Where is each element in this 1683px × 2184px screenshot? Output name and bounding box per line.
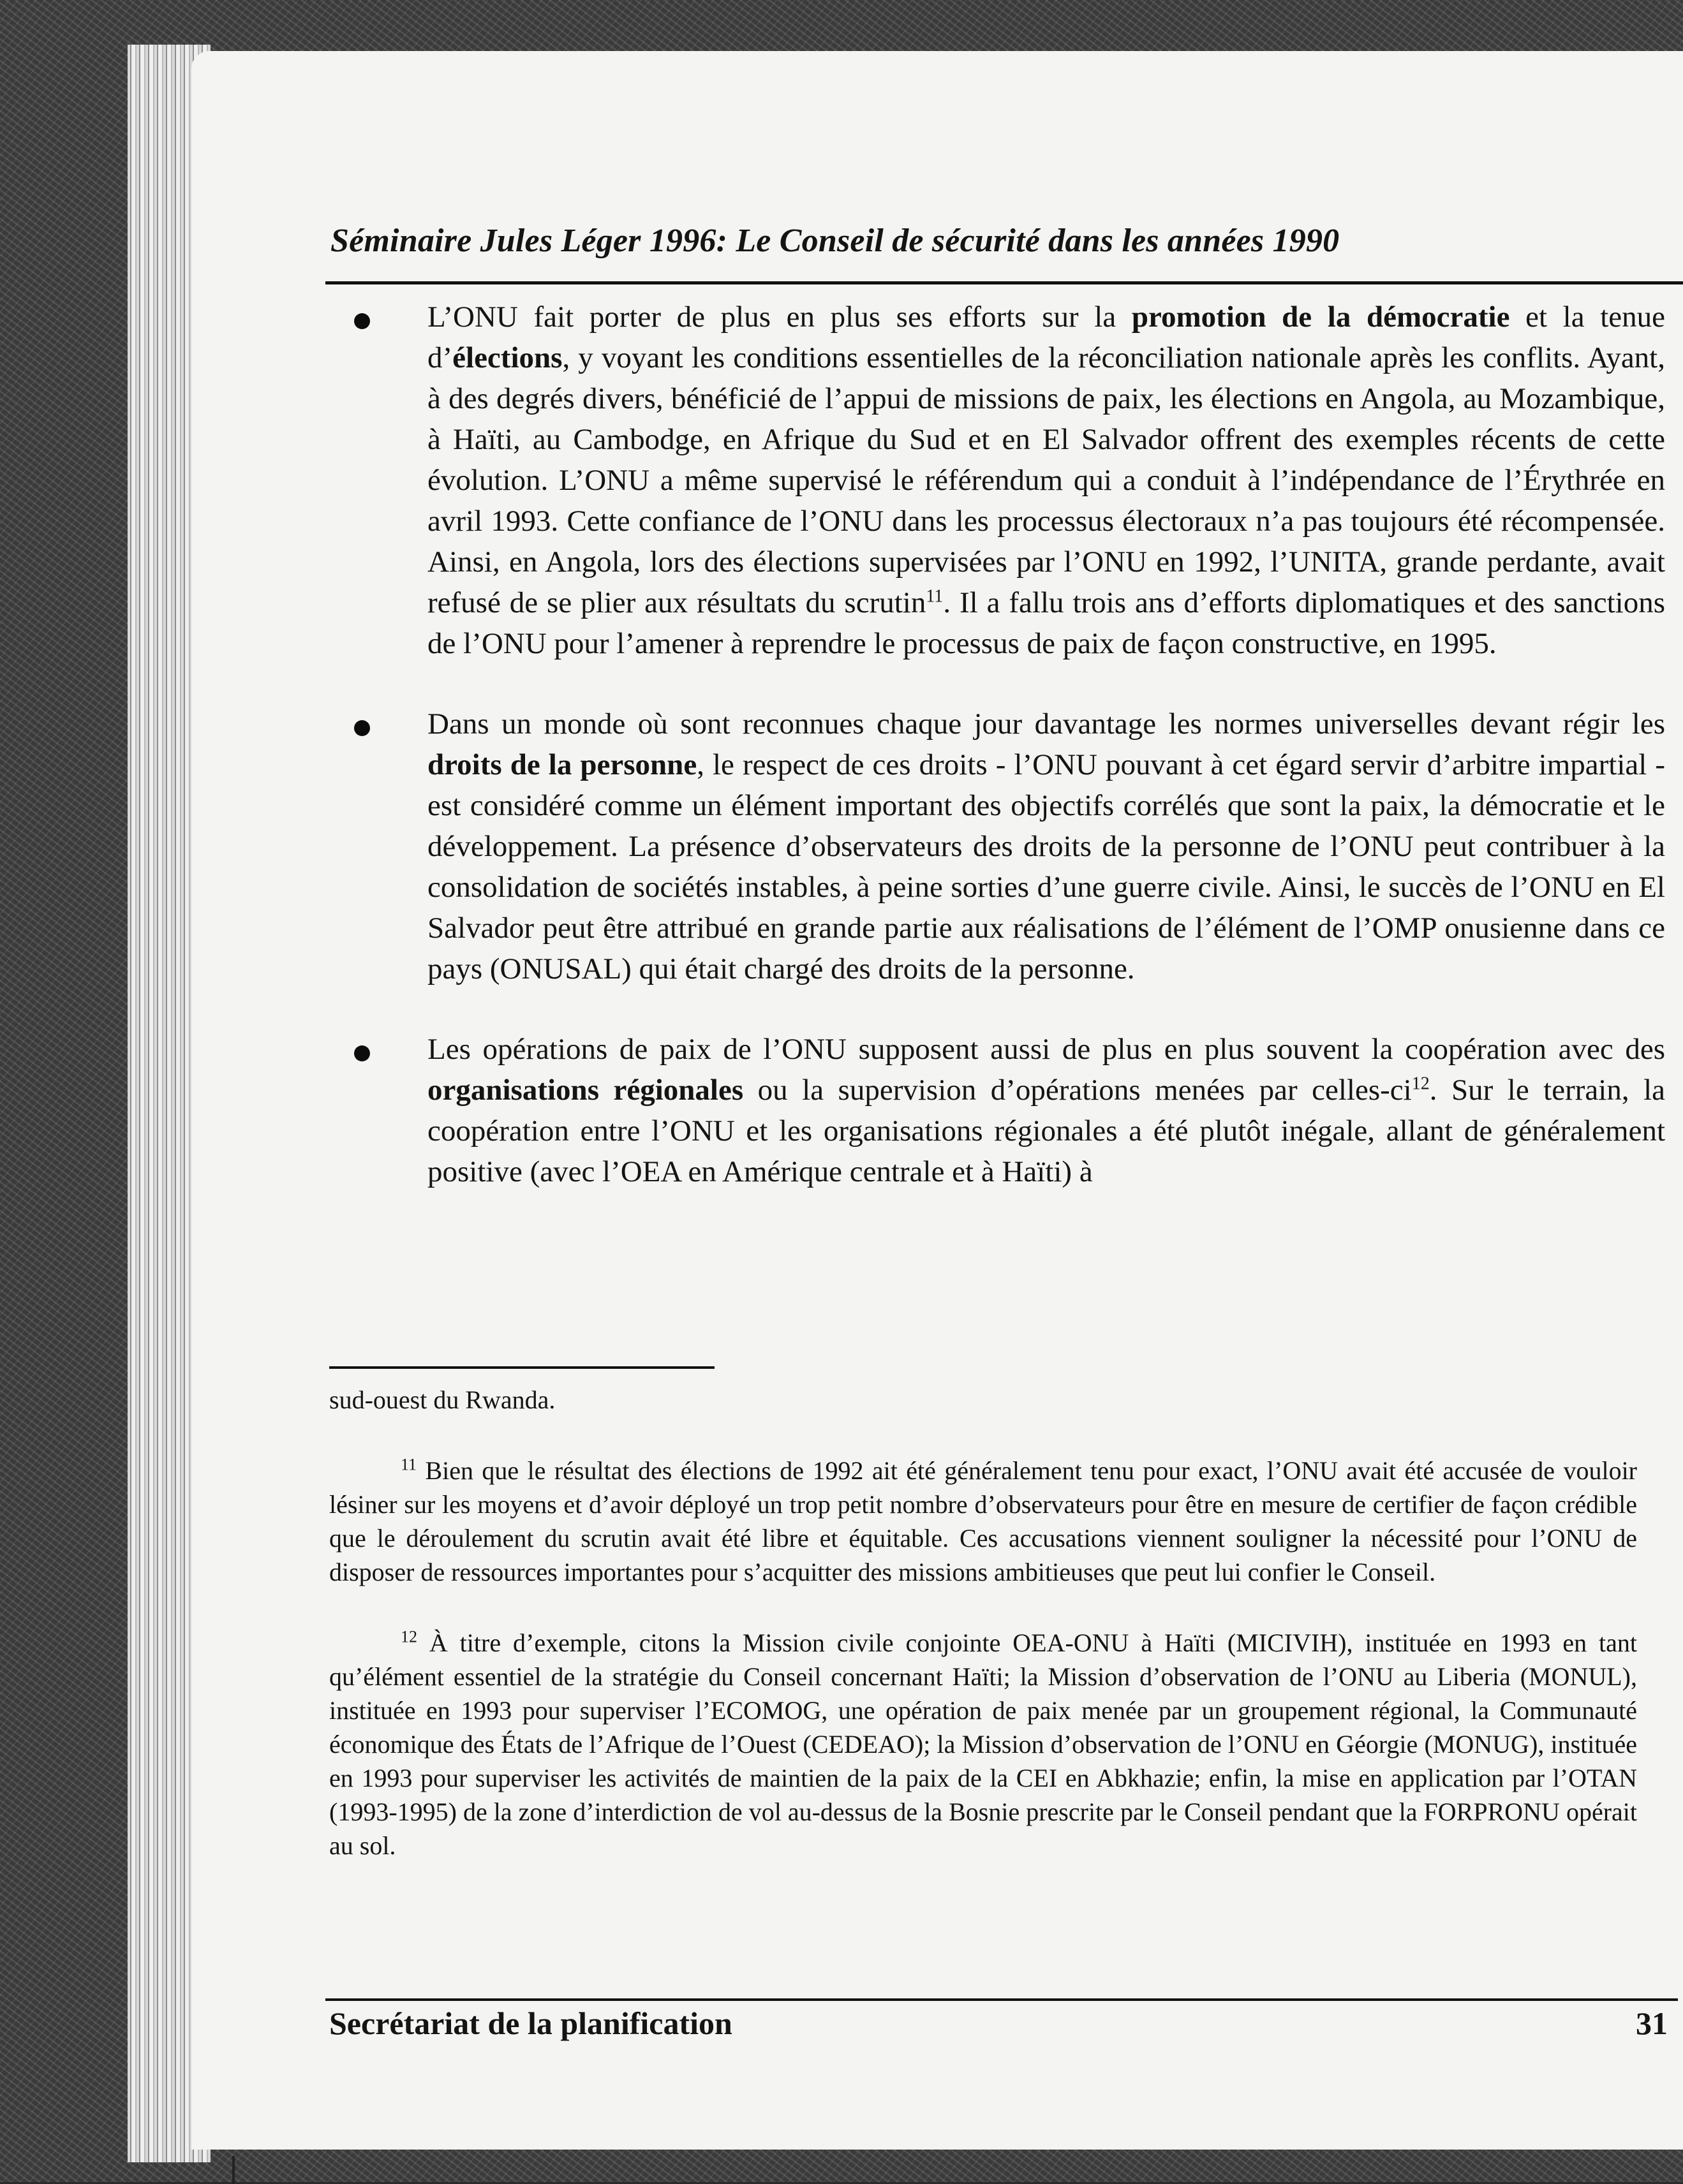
bullet-text (427, 297, 1665, 664)
footnote-text: À titre d’exemple, citons la Mission civile conjointe OEA-ONU à Haïti (MICIVIH), instituée en 1993 en tant qu’élément essentiel de la stratégie du Conseil concernant Haïti; la Mission d’observation de l’ONU au Liberia (MONUL), instituée en 1993 pour superviser l’ECOMOG, une opération de paix menée par un groupement régional, la Communauté économique des États de l’Afrique de l’Ouest (CEDEAO); la Mission d’observation de l’ONU en Géorgie (MONUG), instituée en 1993 pour superviser les activités de maintien de la paix de la CEI en Abkhazie; enfin, la mise en application par l’OTAN (1993-1995) de la zone d’interdiction de vol au-dessus de la Bosnie prescrite par le Conseil pendant que la FORPRONU opérait au sol. (329, 1628, 1637, 1860)
footnotes (329, 1383, 1637, 1900)
footer-title: Secrétariat de la planification (329, 2005, 732, 2041)
text-run: . Il a fallu trois ans d’efforts diplomatiques et des sanctions de l’ONU pour l’amener à reprendre le processus de paix de façon constructive, en 1995. (427, 586, 1665, 660)
text-run: L’ONU fait porter de plus en plus ses efforts sur la (427, 300, 1132, 334)
footnote-number: 12 (401, 1627, 417, 1646)
footnote-text: Bien que le résultat des élections de 1992 ait été généralement tenu pour exact, l’ONU avait été accusée de vouloir lésiner sur les moyens et d’avoir déployé un trop petit nombre d’observateurs pour être en mesure de certifier de façon crédible que le déroulement du scrutin avait été libre et équitable. Ces accusations viennent souligner la nécessité pour l’ONU de disposer de ressources importantes pour s’acquitter des missions ambitieuses que peut lui confier le Conseil. (329, 1456, 1637, 1586)
footnote-separator (329, 1366, 715, 1369)
bullet-dot-icon (354, 1045, 370, 1061)
bullet-dot-icon (354, 313, 370, 329)
bold-term: organisations régionales (427, 1074, 744, 1107)
bold-term: droits de la personne (427, 748, 697, 781)
text-run: ou la supervision d’opérations menées par celles-ci (743, 1074, 1412, 1107)
footer-rule (325, 1998, 1678, 2001)
footnote-continuation: sud-ouest du Rwanda. (329, 1385, 556, 1414)
text-run: et la tenue d’ (427, 300, 1666, 374)
scan-margin-mark (232, 2156, 235, 2184)
footnote-11 (329, 1454, 1637, 1589)
page-number: 31 (1636, 2005, 1668, 2041)
footnote-number: 11 (401, 1455, 417, 1474)
footnote-12 (329, 1626, 1637, 1863)
bullet-item-human-rights (427, 704, 1665, 989)
text-run: Les opérations de paix de l’ONU supposent aussi de plus en plus souvent la coopération avec des (427, 1033, 1665, 1066)
document-page (191, 51, 1683, 2150)
bullet-item-democracy (427, 297, 1665, 664)
footnote-ref-11: 11 (926, 586, 944, 607)
bullet-list (427, 297, 1665, 1232)
text-run: Dans un monde où sont reconnues chaque jour davantage les normes universelles devant régir les (427, 707, 1665, 741)
bullet-item-regional-organisations (427, 1029, 1665, 1192)
bullet-text (427, 704, 1665, 989)
running-header: Séminaire Jules Léger 1996: Le Conseil de sécurité dans les années 1990 (330, 223, 1340, 259)
text-run: , le respect de ces droits - l’ONU pouvant à cet égard servir d’arbitre impartial - est considéré comme un élément important des objectifs corrélés que sont la paix, la démocratie et le développement. La présence d’observateurs des droits de la personne de l’ONU peut contribuer à la consolidation de sociétés instables, à peine sorties d’une guerre civile. Ainsi, le succès de l’ONU en El Salvador peut être attribué en grande partie aux réalisations de l’élément de l’OMP onusienne dans ce pays (ONUSAL) qui était chargé des droits de la personne. (427, 748, 1666, 985)
text-run: , y voyant les conditions essentielles de la réconciliation nationale après les conflits. Ayant, à des degrés divers, bénéficié de l’appui de missions de paix, les élections en Angola, au Mozambique, à Haïti, au Cambodge, en Afrique du Sud et en El Salvador offrent des exemples récents de cette évolution. L’ONU a même supervisé le référendum qui a conduit à l’indépendance de l’Érythrée en avril 1993. Cette confiance de l’ONU dans les processus électoraux n’a pas toujours été récompensée. Ainsi, en Angola, lors des élections supervisées par l’ONU en 1992, l’UNITA, grande perdante, avait refusé de se plier aux résultats du scrutin (427, 341, 1665, 619)
header-rule (325, 281, 1683, 284)
text-run: . Sur le terrain, la coopération entre l’ONU et les organisations régionales a été plutôt inégale, allant de généralement positive (avec l’OEA en Amérique centrale et à Haïti) à (427, 1074, 1665, 1188)
footnote-ref-12: 12 (1411, 1074, 1430, 1094)
bullet-text (427, 1029, 1665, 1192)
bold-term: promotion de la démocratie (1131, 300, 1510, 334)
bold-term: élections (452, 341, 563, 374)
bullet-dot-icon (354, 720, 370, 736)
